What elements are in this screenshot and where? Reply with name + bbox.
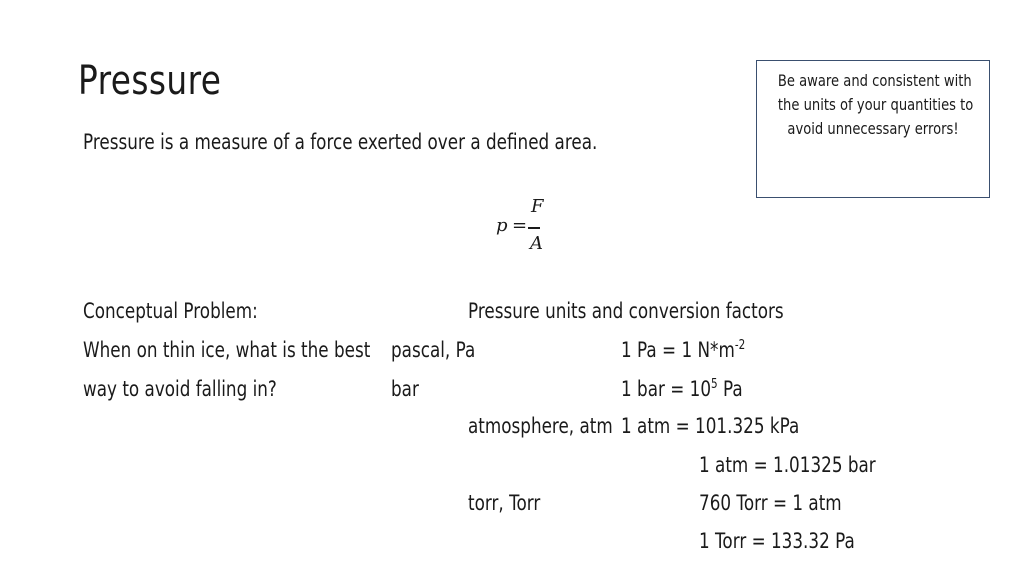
pascal-conv-text: 1 Pa = 1 N*m bbox=[621, 338, 735, 362]
bar-conv-exponent: 5 bbox=[711, 377, 718, 392]
callout-line-3: avoid unnecessary errors! bbox=[787, 119, 959, 138]
formula-denominator: A bbox=[530, 233, 543, 254]
callout-box bbox=[756, 60, 990, 198]
pascal-conv-exponent: -2 bbox=[734, 338, 746, 353]
problem-heading: Conceptual Problem: bbox=[83, 299, 258, 323]
unit-pascal-name: pascal, Pa bbox=[391, 338, 476, 362]
bar-conv-unit: Pa bbox=[717, 377, 743, 401]
formula-equals: = bbox=[512, 215, 528, 236]
problem-line-2: way to avoid falling in? bbox=[83, 377, 277, 401]
unit-torr-conversion-1: 760 Torr = 1 atm bbox=[699, 491, 842, 515]
unit-bar-name: bar bbox=[391, 377, 419, 401]
formula-numerator: F bbox=[531, 196, 544, 217]
pressure-formula bbox=[496, 196, 566, 256]
definition-text: Pressure is a measure of a force exerted over a defined area. bbox=[83, 130, 598, 154]
unit-atm-name: atmosphere, atm bbox=[468, 414, 613, 438]
callout-line-1: Be aware and consistent with bbox=[777, 71, 972, 90]
slide-title: Pressure bbox=[78, 58, 222, 104]
problem-line-1: When on thin ice, what is the best bbox=[83, 338, 371, 362]
fraction-bar bbox=[528, 227, 540, 229]
unit-torr-name: torr, Torr bbox=[468, 491, 541, 515]
unit-bar-conversion bbox=[621, 377, 743, 401]
formula-lhs: p bbox=[496, 215, 508, 236]
unit-pascal-conversion bbox=[621, 338, 745, 362]
unit-torr-conversion-2: 1 Torr = 133.32 Pa bbox=[699, 529, 855, 553]
bar-conv-text: 1 bar = 10 bbox=[621, 377, 712, 401]
unit-atm-conversion-2: 1 atm = 1.01325 bar bbox=[699, 453, 876, 477]
unit-atm-conversion-1: 1 atm = 101.325 kPa bbox=[621, 414, 800, 438]
callout-line-2: the units of your quantities to bbox=[777, 95, 974, 114]
units-heading: Pressure units and conversion factors bbox=[468, 299, 784, 323]
